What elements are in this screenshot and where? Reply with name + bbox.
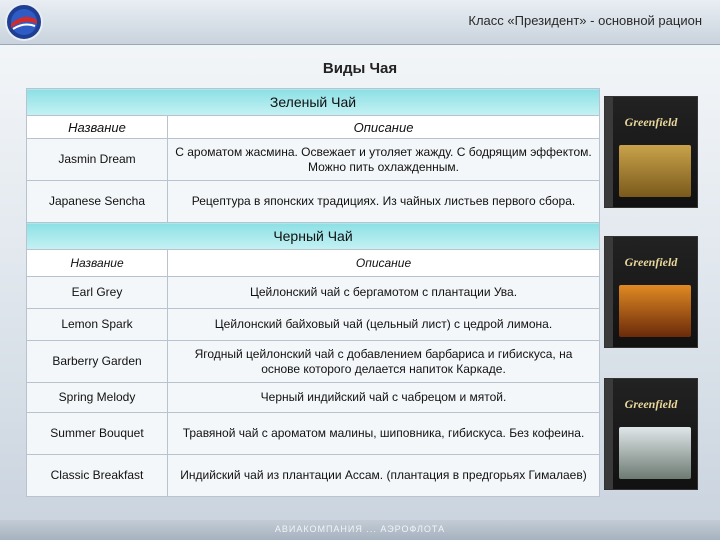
tea-desc: Рецептура в японских традициях. Из чайных листьев первого сбора. bbox=[168, 181, 600, 223]
box-side bbox=[605, 237, 613, 347]
tea-box-image bbox=[604, 96, 698, 208]
tea-name: Spring Melody bbox=[27, 383, 168, 413]
tea-desc: Ягодный цейлонский чай с добавлением барбариса и гибискуса, на основе которого делается напиток Каркаде. bbox=[168, 341, 600, 383]
table-row bbox=[27, 309, 600, 341]
tea-box-image bbox=[604, 378, 698, 490]
green-section-label: Зеленый Чай bbox=[27, 89, 600, 116]
col-desc-header: Описание bbox=[168, 116, 600, 139]
tea-name: Barberry Garden bbox=[27, 341, 168, 383]
col-name-header: Название bbox=[27, 116, 168, 139]
page-title: Виды Чая bbox=[322, 60, 398, 77]
tea-name: Summer Bouquet bbox=[27, 413, 168, 455]
box-brand: Greenfield bbox=[624, 255, 678, 269]
table-row bbox=[27, 455, 600, 497]
box-brand: Greenfield bbox=[624, 397, 678, 411]
table-row bbox=[27, 277, 600, 309]
tea-name: Earl Grey bbox=[27, 277, 168, 309]
table-row bbox=[27, 413, 600, 455]
black-column-header bbox=[27, 250, 600, 277]
box-photo bbox=[619, 145, 691, 197]
airline-logo-icon bbox=[4, 2, 44, 42]
tea-desc: Травяной чай с ароматом малины, шиповника, гибискуса. Без кофеина. bbox=[168, 413, 600, 455]
tea-desc: Цейлонский чай с бергамотом с плантации Ува. bbox=[168, 277, 600, 309]
table-row bbox=[27, 383, 600, 413]
tea-box-image bbox=[604, 236, 698, 348]
green-column-header bbox=[27, 116, 600, 139]
tea-table bbox=[26, 88, 600, 497]
tea-name: Lemon Spark bbox=[27, 309, 168, 341]
header-title: Класс «Президент» - основной рацион bbox=[468, 13, 702, 28]
green-section-header bbox=[27, 89, 600, 116]
box-side bbox=[605, 97, 613, 207]
tea-desc: Черный индийский чай с чабрецом и мятой. bbox=[168, 383, 600, 413]
tea-desc: Индийский чай из плантации Ассам. (плантация в предгорьях Гималаев) bbox=[168, 455, 600, 497]
black-section-header bbox=[27, 223, 600, 250]
box-photo bbox=[619, 427, 691, 479]
table-row bbox=[27, 139, 600, 181]
footer-text: АВИАКОМПАНИЯ ... АЭРОФЛОТА bbox=[274, 524, 446, 534]
tea-desc: Цейлонский байховый чай (цельный лист) с цедрой лимона. bbox=[168, 309, 600, 341]
tea-desc: С ароматом жасмина. Освежает и утоляет жажду. С бодрящим эффектом. Можно пить охлажденным. bbox=[168, 139, 600, 181]
tea-name: Jasmin Dream bbox=[27, 139, 168, 181]
table-row bbox=[27, 181, 600, 223]
tea-name: Japanese Sencha bbox=[27, 181, 168, 223]
tea-name: Classic Breakfast bbox=[27, 455, 168, 497]
col-desc-header: Описание bbox=[168, 250, 600, 277]
table-row bbox=[27, 341, 600, 383]
box-photo bbox=[619, 285, 691, 337]
col-name-header: Название bbox=[27, 250, 168, 277]
black-section-label: Черный Чай bbox=[27, 223, 600, 250]
box-brand: Greenfield bbox=[624, 115, 678, 129]
box-side bbox=[605, 379, 613, 489]
